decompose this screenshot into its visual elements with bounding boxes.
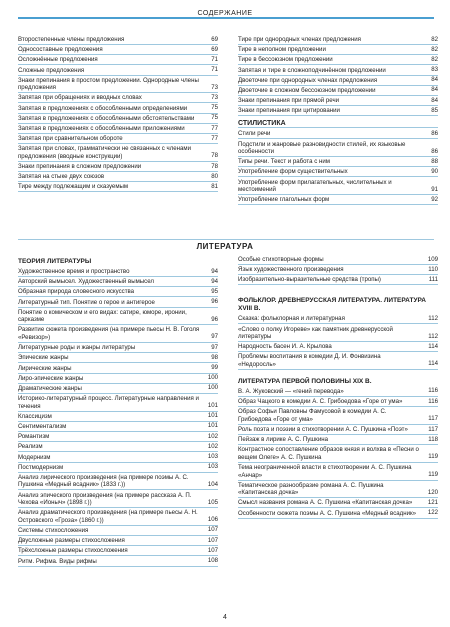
- toc-entry-title: Художественное время и пространство: [18, 268, 130, 275]
- toc-entry-title: Стили речи: [238, 130, 271, 138]
- toc-entry[interactable]: [18, 115, 218, 124]
- toc-entry-title: Образ Софьи Павловны Фамусовой в комедии А. С. Грибоедова «Горе от ума»: [238, 408, 387, 423]
- toc-entry-title: Сентиментализм: [18, 422, 67, 430]
- toc-entry[interactable]: [18, 413, 218, 422]
- toc-entry-title: Употребление форм существительных: [238, 168, 348, 176]
- toc-entry[interactable]: [18, 354, 218, 363]
- toc-entry-page: 122: [427, 509, 438, 517]
- toc-entry-page: 82: [431, 35, 438, 43]
- toc-entry-page: 83: [431, 66, 438, 74]
- toc-entry[interactable]: [238, 256, 438, 265]
- toc-entry-title: Тематическое разнообразие романа А. С. Пушкина «Капитанская дочка»: [238, 481, 384, 497]
- toc-entry[interactable]: [238, 179, 438, 196]
- toc-entry-title: Драматические жанры: [18, 384, 82, 392]
- toc-entry[interactable]: [18, 375, 218, 384]
- toc-entry[interactable]: [18, 77, 218, 94]
- toc-entry-title: Историко-литературный процесс. Литературные направления и течения: [18, 395, 199, 410]
- toc-entry-page: 92: [431, 195, 438, 203]
- toc-entry-page: 86: [431, 147, 438, 155]
- toc-entry-page: 104: [207, 480, 218, 488]
- toc-entry-title: Ритм. Рифма. Виды рифмы: [18, 557, 97, 565]
- toc-entry-page: 82: [431, 55, 438, 63]
- literature-heading: ЛИТЕРАТУРА: [196, 242, 254, 251]
- toc-entry-title: Тире при однородных членах предложения: [238, 36, 361, 43]
- toc-entry[interactable]: [18, 36, 218, 45]
- theory-heading: ТЕОРИЯ ЛИТЕРАТУРЫ: [18, 258, 92, 265]
- toc-entry[interactable]: [238, 196, 438, 205]
- toc-entry-page: 73: [211, 83, 218, 91]
- toc-entry-page: 107: [207, 546, 218, 554]
- toc-entry-title: Запятая в предложениях с обособленными определениями: [18, 104, 188, 112]
- toc-entry[interactable]: [18, 163, 218, 172]
- toc-entry-page: 81: [211, 182, 218, 190]
- toc-entry-page: 86: [431, 129, 438, 137]
- toc-entry-title: Запятая и тире в сложноподчинённом предложении: [238, 66, 386, 74]
- toc-entry-title: Проблемы воспитания в комедии Д. И. Фонвизина «Недоросль»: [238, 353, 381, 368]
- toc-entry-page: 100: [207, 374, 218, 382]
- toc-entry-title: Односоставные предложения: [18, 46, 103, 54]
- toc-entry-title: Классицизм: [18, 412, 52, 420]
- literature-divider-top: [18, 239, 434, 240]
- toc-entry[interactable]: [18, 46, 218, 55]
- toc-entry-page: 116: [428, 387, 438, 395]
- toc-entry-title: Понятие о комическом и его видах: сатире, юморе, иронии, сарказме: [18, 308, 187, 324]
- toc-entry-page: 91: [431, 185, 438, 193]
- toc-entry[interactable]: [18, 509, 218, 526]
- toc-entry-page: 101: [207, 422, 218, 430]
- toc-entry-title: Постмодернизм: [18, 463, 64, 471]
- toc-entry-title: Двоеточие в сложном бессоюзном предложении: [238, 86, 376, 94]
- toc-entry[interactable]: [238, 56, 438, 65]
- toc-entry-title: Знаки препинания в простом предложении. Однородные члены предложения: [18, 76, 199, 92]
- toc-entry-title: Литературный тип. Понятие о герое и антигерое: [18, 298, 155, 306]
- toc-entry-title: Контрастное сопоставление образов князя и волхва в «Песни о вещем Олеге» А. С. Пушкина: [238, 446, 419, 461]
- toc-entry-title: Народность басен И. А. Крылова: [238, 343, 332, 351]
- toc-entry[interactable]: [238, 510, 438, 519]
- toc-entry-title: Осложнённые предложения: [18, 56, 98, 64]
- toc-entry-title: Тире в неполном предложении: [238, 46, 326, 54]
- toc-entry-title: Анализ лирического произведения (на примере поэмы А. С. Пушкина «Медный всадник» (1833 г.)): [18, 473, 189, 489]
- toc-entry-title: Тире между подлежащим и сказуемым: [18, 183, 129, 191]
- toc-entry-title: Литературные роды и жанры литературы: [18, 344, 136, 352]
- toc-entry-title: Запятая на стыке двух союзов: [18, 173, 105, 181]
- toc-entry-title: Второстепенные члены предложения: [18, 36, 125, 43]
- toc-entry-page: 118: [428, 435, 438, 443]
- toc-entry-page: 107: [207, 536, 218, 544]
- folklore-heading: ФОЛЬКЛОР. ДРЕВНЕРУССКАЯ ЛИТЕРАТУРА. ЛИТЕРАТУРА XVIII В.: [238, 297, 426, 313]
- toc-entry-page: 95: [211, 287, 218, 295]
- toc-entry[interactable]: [18, 474, 218, 491]
- toc-entry[interactable]: [238, 388, 438, 397]
- toc-entry[interactable]: [18, 433, 218, 442]
- toc-entry[interactable]: [238, 482, 438, 499]
- toc-entry-title: Сказка: фольклорная и литературная: [238, 315, 345, 323]
- toc-entry-page: 101: [207, 412, 218, 420]
- toc-entry-page: 73: [211, 93, 218, 101]
- toc-entry[interactable]: [18, 464, 218, 473]
- toc-entry-title: Анализ драматического произведения (на примере пьесы А. Н. Островского «Гроза» (1860 г.)): [18, 509, 198, 524]
- toc-entry[interactable]: [18, 527, 218, 536]
- toc-entry-page: 119: [428, 471, 438, 479]
- toc-entry-title: Лирические жанры: [18, 364, 72, 372]
- toc-entry-title: Пейзаж в лирике А. С. Пушкина: [238, 436, 329, 444]
- toc-entry[interactable]: [238, 107, 438, 116]
- toc-entry-title: Романтизм: [18, 433, 50, 441]
- toc-entry-title: Сложные предложения: [18, 66, 85, 74]
- toc-entry[interactable]: [238, 87, 438, 96]
- toc-entry-page: 112: [428, 332, 438, 340]
- toc-entry-page: 101: [207, 402, 218, 410]
- toc-entry[interactable]: [18, 135, 218, 144]
- toc-entry[interactable]: [18, 173, 218, 182]
- toc-entry-page: 75: [211, 114, 218, 122]
- toc-entry-page: 110: [428, 265, 438, 273]
- toc-entry-title: Употребление форм прилагательных, числительных и местоимений: [238, 178, 392, 194]
- toc-entry[interactable]: [238, 77, 438, 86]
- toc-entry[interactable]: [238, 343, 438, 352]
- toc-entry[interactable]: [238, 315, 438, 324]
- toc-entry[interactable]: [18, 288, 218, 297]
- toc-entry-page: 69: [211, 35, 218, 43]
- toc-entry-page: 117: [428, 425, 438, 433]
- top-left-column: [18, 36, 218, 194]
- toc-entry[interactable]: [18, 492, 218, 509]
- toc-entry-page: 121: [427, 498, 438, 506]
- toc-entry-title: Запятая в предложениях с обособленными приложениями: [18, 125, 185, 132]
- toc-entry[interactable]: [238, 276, 438, 285]
- toc-entry[interactable]: [238, 408, 438, 425]
- toc-entry[interactable]: [238, 168, 438, 177]
- top-right-column: [238, 36, 438, 206]
- toc-entry-page: 117: [428, 415, 438, 423]
- toc-entry-page: 96: [211, 315, 218, 323]
- toc-entry-title: Авторский вымысел. Художественный вымысел: [18, 278, 154, 286]
- page-header-title: СОДЕРЖАНИЕ: [197, 10, 253, 17]
- toc-entry[interactable]: [18, 537, 218, 546]
- toc-entry-page: 102: [207, 442, 218, 450]
- toc-entry[interactable]: [18, 423, 218, 432]
- toc-entry-title: Типы речи. Текст и работа с ним: [238, 158, 330, 166]
- toc-entry-title: Трёхсложные размеры стихосложения: [18, 547, 128, 555]
- toc-entry-page: 108: [207, 557, 218, 564]
- toc-entry-title: Запятая в предложениях с обособленными обстоятельствами: [18, 114, 195, 122]
- toc-entry-title: Запятая при сравнительном обороте: [18, 135, 123, 143]
- toc-entry-title: Двусложные размеры стихосложения: [18, 537, 125, 545]
- toc-entry[interactable]: [18, 67, 218, 76]
- toc-entry-page: 98: [211, 353, 218, 361]
- toc-entry-page: 84: [431, 96, 438, 104]
- toc-entry-title: Запятая при словах, грамматически не связанных с членами предложения (вводные конструкции): [18, 145, 192, 160]
- toc-entry-title: Смысл названия романа А. С. Пушкина «Капитанская дочка»: [238, 499, 413, 507]
- toc-entry-page: 109: [427, 255, 438, 263]
- first-half-heading: ЛИТЕРАТУРА ПЕРВОЙ ПОЛОВИНЫ XIX В.: [238, 377, 372, 385]
- toc-entry[interactable]: [238, 446, 438, 463]
- toc-entry-page: 107: [207, 526, 218, 534]
- literature-right-column: [238, 256, 438, 520]
- toc-entry-title: Подстили и жанровые разновидности стилей, их языковые особенности: [238, 140, 406, 155]
- toc-entry-title: Запятая при обращениях и вводных словах: [18, 94, 142, 102]
- toc-entry[interactable]: [238, 426, 438, 435]
- toc-entry[interactable]: [18, 268, 218, 277]
- toc-entry-page: 82: [431, 45, 438, 53]
- toc-entry[interactable]: [18, 326, 218, 343]
- toc-entry-page: 96: [211, 298, 218, 306]
- toc-entry-page: 103: [207, 453, 218, 460]
- toc-entry-title: Знаки препинания при прямой речи: [238, 97, 340, 105]
- toc-entry-page: 114: [428, 360, 438, 368]
- toc-entry-title: «Слово о полку Игореве» как памятник древнерусской литературы: [238, 325, 393, 341]
- toc-entry-page: 94: [211, 277, 218, 285]
- toc-entry-page: 111: [428, 275, 438, 283]
- toc-entry-page: 69: [211, 45, 218, 53]
- toc-entry[interactable]: [18, 547, 218, 556]
- toc-entry-title: Образная природа словесного искусства: [18, 288, 135, 296]
- toc-entry[interactable]: [238, 464, 438, 481]
- toc-entry[interactable]: [18, 299, 218, 308]
- toc-entry-page: 71: [211, 66, 218, 74]
- toc-entry[interactable]: [18, 385, 218, 394]
- toc-entry-title: Употребление глагольных форм: [238, 196, 330, 204]
- toc-entry-page: 94: [211, 267, 218, 275]
- toc-entry[interactable]: [238, 326, 438, 343]
- toc-entry[interactable]: [238, 398, 438, 407]
- toc-entry-page: 88: [431, 157, 438, 165]
- toc-entry[interactable]: [18, 558, 218, 567]
- toc-entry-title: Тире в бессоюзном предложении: [238, 56, 333, 64]
- toc-entry-page: 106: [207, 516, 218, 524]
- toc-entry[interactable]: [238, 353, 438, 370]
- toc-entry[interactable]: [18, 183, 218, 192]
- toc-entry-title: Системы стихосложения: [18, 526, 89, 534]
- toc-entry[interactable]: [238, 36, 438, 45]
- toc-entry-page: 102: [207, 432, 218, 440]
- toc-entry-title: Особые стихотворные формы: [238, 256, 324, 263]
- toc-entry-page: 97: [211, 333, 218, 341]
- toc-entry[interactable]: [18, 94, 218, 103]
- toc-entry[interactable]: [18, 443, 218, 452]
- toc-entry-title: Реализм: [18, 443, 43, 451]
- toc-entry-page: 114: [428, 342, 438, 350]
- toc-entry-page: 77: [211, 124, 218, 132]
- toc-entry-page: 119: [428, 453, 438, 461]
- toc-entry-page: 103: [207, 463, 218, 471]
- toc-entry-page: 116: [428, 397, 438, 405]
- toc-entry[interactable]: [18, 454, 218, 463]
- toc-entry-page: 90: [431, 167, 438, 175]
- toc-entry-page: 99: [211, 364, 218, 371]
- toc-entry-page: 84: [431, 76, 438, 84]
- toc-entry-title: Развитие сюжета произведения (на примере пьесы Н. В. Гоголя «Ревизор»): [18, 326, 200, 341]
- toc-entry[interactable]: [18, 105, 218, 114]
- toc-entry[interactable]: [238, 141, 438, 158]
- toc-entry[interactable]: [238, 130, 438, 139]
- toc-entry[interactable]: [238, 46, 438, 55]
- toc-entry[interactable]: [18, 125, 218, 134]
- toc-entry-title: Модернизм: [18, 453, 51, 461]
- toc-entry-title: Тема неограниченной власти в стихотворении А. С. Пушкина «Анчар»: [238, 464, 412, 479]
- header-divider: [18, 17, 434, 19]
- toc-entry-title: Изобразительно-выразительные средства (тропы): [238, 276, 381, 284]
- toc-entry-title: Лиро-эпические жанры: [18, 374, 84, 382]
- toc-entry-page: 75: [211, 104, 218, 112]
- page-number: 4: [223, 614, 227, 621]
- toc-entry-page: 120: [427, 488, 438, 496]
- toc-entry[interactable]: [238, 436, 438, 445]
- toc-entry-page: 80: [211, 172, 218, 180]
- toc-entry-title: Роль поэта и поэзии в стихотворении А. С. Пушкина «Поэт»: [238, 426, 408, 433]
- toc-entry-page: 77: [211, 134, 218, 142]
- toc-entry-title: Образ Чацкого в комедии А. С. Грибоедова «Горе от ума»: [238, 398, 403, 406]
- toc-entry-page: 78: [211, 152, 218, 160]
- toc-entry-page: 84: [431, 86, 438, 94]
- toc-entry[interactable]: [18, 365, 218, 374]
- toc-entry[interactable]: [18, 344, 218, 353]
- toc-entry-title: Знаки препинания при цитировании: [238, 107, 340, 115]
- toc-entry[interactable]: [18, 395, 218, 412]
- literature-left-column: [18, 254, 218, 568]
- toc-entry-page: 105: [207, 498, 218, 506]
- toc-entry[interactable]: [18, 309, 218, 326]
- toc-entry-title: Особенности сюжета поэмы А. С. Пушкина «Медный всадник»: [238, 509, 417, 517]
- toc-entry[interactable]: [238, 97, 438, 106]
- toc-entry-page: 85: [431, 106, 438, 114]
- toc-entry[interactable]: [18, 56, 218, 65]
- toc-entry-page: 100: [207, 384, 218, 392]
- toc-entry-title: Анализ эпического произведения (на примере рассказа А. П. Чехова «Ионыч» (1898 г.)): [18, 491, 192, 507]
- toc-entry[interactable]: [18, 145, 218, 162]
- toc-entry[interactable]: [238, 158, 438, 167]
- toc-entry-page: 78: [211, 162, 218, 170]
- toc-entry-page: 112: [428, 314, 438, 322]
- toc-entry-page: 97: [211, 343, 218, 351]
- toc-entry-title: В. А. Жуковский — «гений перевода»: [238, 387, 344, 395]
- toc-entry[interactable]: [238, 266, 438, 275]
- toc-entry-title: Язык художественного произведения: [238, 266, 344, 274]
- toc-entry[interactable]: [18, 278, 218, 287]
- toc-entry[interactable]: [238, 67, 438, 76]
- toc-entry-page: 71: [211, 55, 218, 63]
- toc-entry[interactable]: [238, 499, 438, 508]
- toc-entry-title: Эпические жанры: [18, 354, 69, 362]
- toc-entry-title: Двоеточие при однородных членах предложения: [238, 76, 378, 84]
- stylistics-heading: СТИЛИСТИКА: [238, 120, 438, 128]
- toc-entry-title: Знаки препинания в сложном предложении: [18, 163, 142, 171]
